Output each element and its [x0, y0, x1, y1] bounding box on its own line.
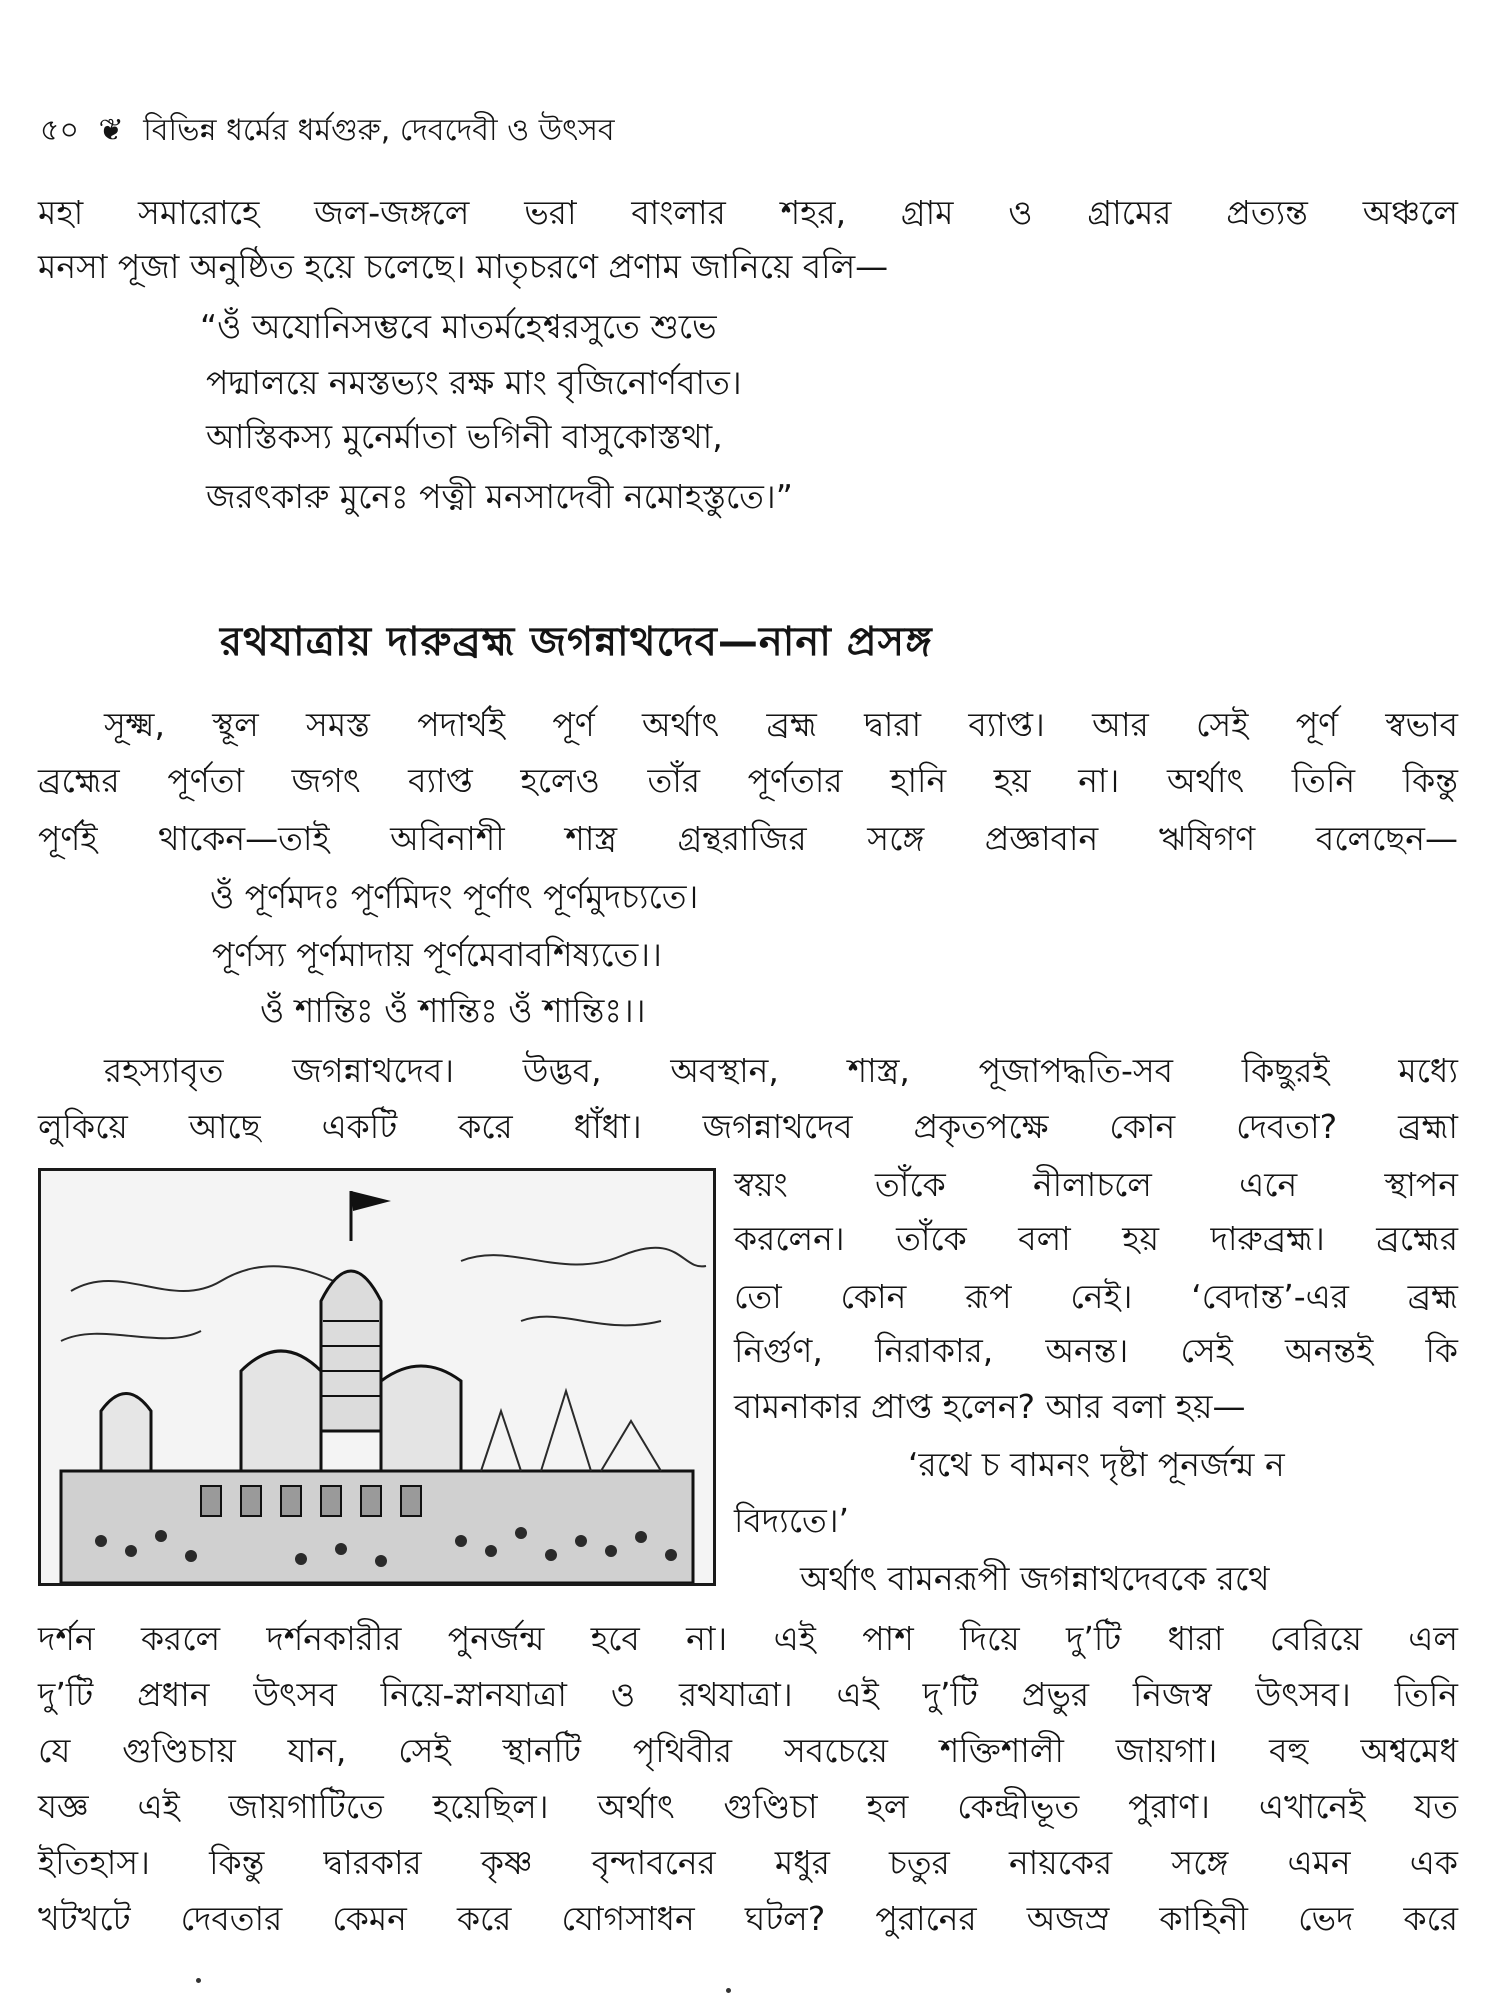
verse-line-3: আস্তিকস্য মুনের্মাতা ভগিনী বাসুকোস্তথা,: [206, 417, 723, 456]
wrap-line-7: বিদ্যতে।’: [734, 1501, 850, 1540]
running-header: [40, 113, 615, 148]
para3-line-4: যজ্ঞ এই জায়গাটিতে হয়েছিল। অর্থাৎ গুণ্ডিচা হল কেন্দ্রীভূত পুরাণ। এখানেই যত: [38, 1787, 1458, 1826]
mantra-line-1: ওঁ পূর্ণমদঃ পূর্ণমিদং পূর্ণাৎ পূর্ণমুদচ্যতে।: [210, 877, 699, 916]
mantra-line-3: ওঁ শান্তিঃ ওঁ শান্তিঃ ওঁ শান্তিঃ।।: [260, 991, 646, 1030]
verse-line-2: পদ্মালয়ে নমস্তভ্যং রক্ষ মাং বৃজিনোর্ণবাত।: [206, 363, 742, 402]
para1-line-2: ব্রহ্মের পূর্ণতা জগৎ ব্যাপ্ত হলেও তাঁর পূর্ণতার হানি হয় না। অর্থাৎ তিনি কিন্তু: [38, 761, 1458, 800]
wrap-line-6: ‘রথে চ বামনং দৃষ্টা পূনর্জন্ম ন: [908, 1445, 1285, 1484]
para3-line-1: দর্শন করলে দর্শনকারীর পুনর্জন্ম হবে না। এই পাশ দিয়ে দু’টি ধারা বেরিয়ে এল: [38, 1619, 1458, 1658]
jagannath-temple-illustration: [38, 1168, 716, 1586]
wrap-line-3: তো কোন রূপ নেই। ‘বেদান্ত’-এর ব্রহ্ম: [734, 1277, 1458, 1316]
para2-line-2: লুকিয়ে আছে একটি করে ধাঁধা। জগন্নাথদেব প্রকৃতপক্ষে কোন দেবতা? ব্রহ্মা: [38, 1107, 1458, 1146]
para1-line-3: পূর্ণই থাকেন—তাই অবিনাশী শাস্ত্র গ্রন্থরাজির সঙ্গে প্রজ্ঞাবান ঋষিগণ বলেছেন—: [38, 819, 1458, 858]
ornament-icon: ❦: [98, 113, 124, 148]
mantra-line-2: পূর্ণস্য পূর্ণমাদায় পূর্ণমেবাবশিষ্যতে।।: [212, 935, 662, 974]
wrap-line-5: বামনাকার প্রাপ্ত হলেন? আর বলা হয়—: [734, 1387, 1246, 1426]
para3-line-5: ইতিহাস। কিন্তু দ্বারকার কৃষ্ণ বৃন্দাবনের মধুর চতুর নায়কের সঙ্গে এমন এক: [38, 1843, 1458, 1882]
wrap-line-4: নির্গুণ, নিরাকার, অনন্ত। সেই অনন্তই কি: [734, 1331, 1458, 1370]
para3-line-2: দু’টি প্রধান উৎসব নিয়ে-স্নানযাত্রা ও রথযাত্রা। এই দু’টি প্রভুর নিজস্ব উৎসব। তিনি: [38, 1675, 1458, 1714]
para1-line-1: সূক্ষ্ম, স্থূল সমস্ত পদার্থই পূর্ণ অর্থাৎ ব্রহ্ম দ্বারা ব্যাপ্ত। আর সেই পূর্ণ স্বভাব: [104, 705, 1458, 744]
scan-speck: [726, 1988, 731, 1993]
wrap-line-8: অর্থাৎ বামনরূপী জগন্নাথদেবকে রথে: [800, 1559, 1270, 1598]
book-title: বিভিন্ন ধর্মের ধর্মগুরু, দেবদেবী ও উৎসব: [143, 113, 615, 148]
scan-speck: [196, 1978, 201, 1983]
intro-line-1: মহা সমারোহে জল-জঙ্গলে ভরা বাংলার শহর, গ্রাম ও গ্রামের প্রত্যন্ত অঞ্চলে: [38, 193, 1458, 232]
wrap-line-1: স্বয়ং তাঁকে নীলাচলে এনে স্থাপন: [734, 1165, 1458, 1204]
para3-line-3: যে গুণ্ডিচায় যান, সেই স্থানটি পৃথিবীর সবচেয়ে শক্তিশালী জায়গা। বহু অশ্বমেধ: [38, 1731, 1458, 1770]
verse-line-1: “ওঁ অযোনিসম্ভবে মাতর্মহেশ্বরসুতে শুভে: [200, 307, 717, 346]
page-number: ৫০: [40, 113, 79, 148]
wrap-line-2: করলেন। তাঁকে বলা হয় দারুব্রহ্ম। ব্রহ্মের: [734, 1219, 1458, 1258]
section-title: রথযাত্রায় দারুব্রহ্ম জগন্নাথদেব—নানা প্রসঙ্গ: [220, 619, 933, 665]
intro-line-2: মনসা পূজা অনুষ্ঠিত হয়ে চলেছে। মাতৃচরণে প্রণাম জানিয়ে বলি—: [38, 247, 889, 286]
para3-line-6: খটখটে দেবতার কেমন করে যোগসাধন ঘটল? পুরানের অজস্র কাহিনী ভেদ করে: [38, 1899, 1458, 1938]
para2-line-1: রহস্যাবৃত জগন্নাথদেব। উদ্ভব, অবস্থান, শাস্ত্র, পূজাপদ্ধতি-সব কিছুরই মধ্যে: [104, 1051, 1458, 1090]
verse-line-4: জরৎকারু মুনেঃ পত্নী মনসাদেবী নমোহস্তুতে।”: [206, 477, 793, 516]
